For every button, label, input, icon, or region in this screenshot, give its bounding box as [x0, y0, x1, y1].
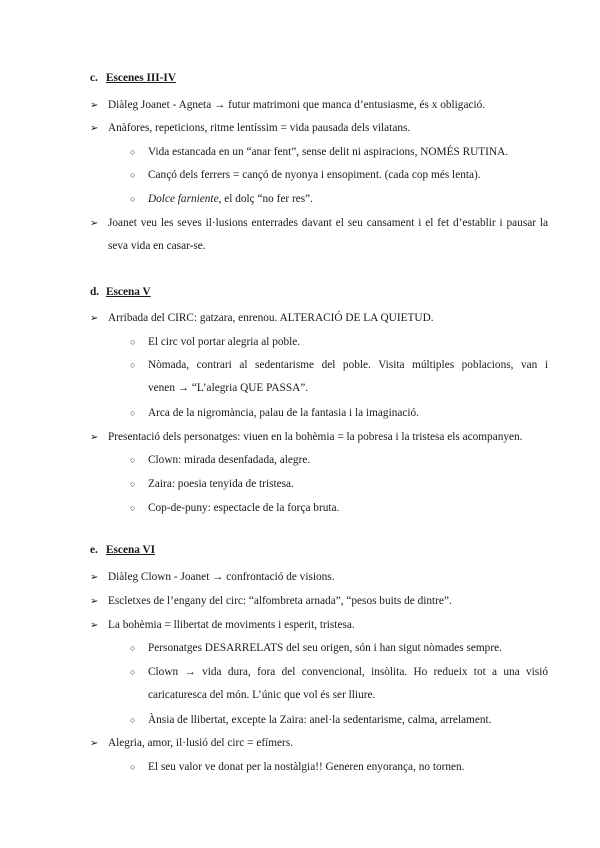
item-text: Arca de la nigromància, palau de la fantasia i la imaginació.	[148, 407, 420, 419]
arrow-bullet-icon: ➢	[90, 218, 99, 229]
list-item	[90, 117, 548, 140]
list-item	[90, 732, 548, 755]
circle-bullet-icon: ○	[130, 762, 136, 772]
item-text-continued: seva vida en casar-se.	[108, 240, 206, 252]
circle-bullet-icon: ○	[130, 667, 136, 677]
item-text: Zaira: poesia tenyida de tristesa.	[148, 478, 294, 490]
section-letter: c.	[90, 72, 98, 84]
item-text: Escletxes de l’engany del circ: “alfombreta arnada”, “pesos buits de dintre”.	[108, 595, 452, 607]
list-item	[90, 566, 548, 589]
circle-bullet-icon: ○	[130, 455, 136, 465]
list-item	[90, 307, 548, 330]
item-text: Clown → vida dura, fora del convencional, insòlita. Ho redueix tot a una visió	[148, 666, 548, 678]
circle-bullet-icon: ○	[130, 643, 136, 653]
list-item	[130, 709, 548, 732]
circle-bullet-icon: ○	[130, 479, 136, 489]
item-text: Personatges DESARRELATS del seu origen, són i han sigut nòmades sempre.	[148, 642, 502, 654]
item-text: Anàfores, repeticions, ritme lentíssim = vida pausada dels vilatans.	[108, 122, 411, 134]
list-item	[130, 141, 548, 164]
item-text: Ànsia de llibertat, excepte la Zaira: anel·la sedentarisme, calma, arrelament.	[148, 714, 492, 726]
circle-bullet-icon: ○	[130, 408, 136, 418]
section-heading-c	[90, 72, 176, 84]
section-letter: d.	[90, 286, 100, 298]
list-item	[130, 661, 548, 707]
section-title: Escena VI	[106, 544, 156, 556]
circle-bullet-icon: ○	[130, 715, 136, 725]
item-text: Presentació dels personatges: viuen en la bohèmia = la pobresa i la tristesa els acompanyen.	[108, 431, 523, 443]
list-item	[130, 497, 548, 520]
list-item	[130, 402, 548, 425]
list-item	[90, 212, 548, 258]
list-item	[130, 354, 548, 400]
arrow-bullet-icon: ➢	[90, 123, 99, 134]
list-item	[130, 637, 548, 660]
list-item	[90, 94, 548, 117]
list-item	[130, 331, 548, 354]
item-text: , el dolç “no fer res”.	[218, 193, 314, 205]
arrow-bullet-icon: ➢	[90, 313, 99, 324]
section-heading-d	[90, 286, 151, 298]
item-text: Vida estancada en un “anar fent”, sense delit ni aspiracions, NOMÉS RUTINA.	[148, 146, 509, 158]
list-item	[130, 449, 548, 472]
item-text: Joanet veu les seves il·lusions enterrades davant el seu cansament i el fet d’establir i pausar la	[108, 217, 548, 229]
section-letter: e.	[90, 544, 98, 556]
item-text: Cop-de-puny: espectacle de la força bruta.	[148, 502, 340, 514]
circle-bullet-icon: ○	[130, 170, 136, 180]
item-text: El seu valor ve donat per la nostàlgia!! Generen enyorança, no tornen.	[148, 761, 465, 773]
item-text: Nòmada, contrari al sedentarisme del poble. Visita múltiples poblacions, van i	[148, 359, 548, 371]
list-item	[90, 426, 548, 449]
arrow-bullet-icon: ➢	[90, 572, 99, 583]
arrow-bullet-icon: ➢	[90, 100, 99, 111]
circle-bullet-icon: ○	[130, 503, 136, 513]
item-text: Arribada del CIRC: gatzara, enrenou. ALTERACIÓ DE LA QUIETUD.	[108, 312, 434, 324]
arrow-bullet-icon: ➢	[90, 432, 99, 443]
item-text: El circ vol portar alegria al poble.	[148, 336, 301, 348]
item-italic-text: Dolce farniente	[148, 193, 219, 205]
section-title: Escenes III-IV	[106, 72, 176, 84]
circle-bullet-icon: ○	[130, 360, 136, 370]
arrow-bullet-icon: ➢	[90, 738, 99, 749]
list-item	[130, 164, 548, 187]
list-item	[130, 473, 548, 496]
list-item	[90, 590, 548, 613]
item-text: La bohèmia = llibertat de moviments i esperit, tristesa.	[108, 619, 355, 631]
arrow-bullet-icon: ➢	[90, 620, 99, 631]
item-text-continued: caricaturesca del món. L’únic que vol és ser lliure.	[148, 689, 376, 701]
item-text: Diàleg Joanet - Agneta → futur matrimoni que manca d’entusiasme, és x obligació.	[108, 99, 486, 111]
circle-bullet-icon: ○	[130, 194, 136, 204]
circle-bullet-icon: ○	[130, 337, 136, 347]
item-text-continued: venen → “L’alegria QUE PASSA”.	[148, 382, 309, 394]
item-text: Diàleg Clown - Joanet → confrontació de visions.	[108, 571, 335, 583]
arrow-bullet-icon: ➢	[90, 596, 99, 607]
section-title: Escena V	[106, 286, 151, 298]
section-heading-e	[90, 544, 155, 556]
item-text: Clown: mirada desenfadada, alegre.	[148, 454, 311, 466]
item-text: Alegria, amor, il·lusió del circ = efímers.	[108, 737, 294, 749]
list-item	[130, 756, 548, 779]
item-text: Cançó dels ferrers = cançó de nyonya i ensopiment. (cada cop més lenta).	[148, 169, 481, 181]
list-item	[90, 614, 548, 637]
circle-bullet-icon: ○	[130, 147, 136, 157]
list-item	[130, 188, 548, 211]
